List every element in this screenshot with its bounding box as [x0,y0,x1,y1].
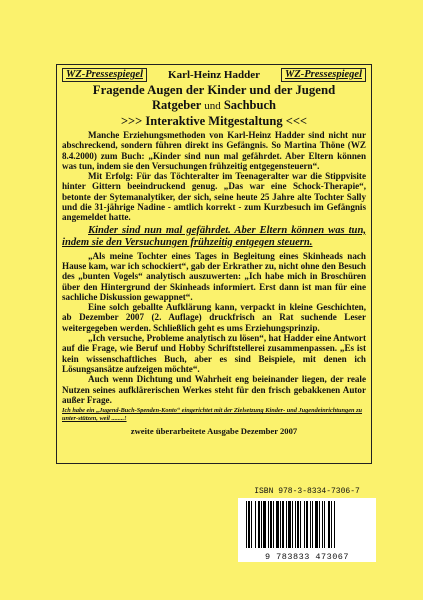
press-review-label-right: WZ-Pressespiegel [281,68,366,82]
edition-note: zweite überarbeitete Ausgabe Dezember 2007 [130,425,298,436]
back-cover-text-panel [56,64,372,464]
isbn-text: ISBN 978-3-8334-7306-7 [254,487,360,496]
barcode-area [238,487,376,572]
header-row [62,68,366,82]
barcode-digits: 9 783833 473067 [238,552,376,562]
paragraph-analysis: „Ich versuche, Probleme analytisch zu lösen“, hat Hadder eine Antwort auf die Frage, wie Beruf und Hobby Schriftstellerei zusammenpassen. „Es ist kein wissenschaftliches Buch, aber es sind Beispiele, mit denen ich Lösungsansätze aufzeigen möchte“. [62,333,366,374]
paragraph-intro: Manche Erziehungsmethoden von Karl-Heinz Hadder sind nicht nur abschreckend, sondern führen direkt ins Gefängnis. So Martina Thöne (WZ 8.4.2000) zum Buch: „Kinder sind nun mal gefährdet. Aber Eltern können was tun, indem sie den Versuchungen frühzeitig entgegensteuern“. [62,130,366,171]
paragraph-conclusion: Auch wenn Dichtung und Wahrheit eng beieinander liegen, der reale Nutzen seines aufklärerischen Werkes steht für den frisch gebakkenen Autor außer Frage. [62,374,366,405]
paragraph-success: Mit Erfolg: Für das Töchteralter im Teenageralter war die Stippvisite hinter Gittern beeindruckend genug. „Das war eine Schock-Therapie“, betonte der Sytemanalytiker, der sich, seine heute 25 Jahre alte Tochter Sally und die 31-jährige Nadine - amtlich korrekt - zum Kurzbesuch im Gefängnis angemeldet hatte. [62,171,366,223]
subtitle-part-1: Ratgeber [152,98,202,112]
barcode-bars-icon [238,498,376,552]
subtitle-und: und [204,100,221,112]
barcode [238,498,376,561]
book-subtitle [62,98,366,114]
author-name: Karl-Heinz Hadder [168,69,260,81]
donation-note: Ich habe ein „Jugend-Buch-Spenden-Konto“ eingerichtet mit der Zielsetzung Kinder- und Jugendeinrichtungen zu unter-stützen, weil ........! [62,407,363,422]
subtitle-part-2: Sachbuch [223,98,276,112]
paragraph-education: Eine solch geballte Aufklärung kann, verpackt in kleine Geschichten, ab Dezember 2007 (2. Auflage) druckfrisch an Rat suchende Leser weitergegeben werden. Schließlich geht es ums Erziehungsprinzip. [62,302,366,333]
press-review-label-left: WZ-Pressespiegel [62,68,147,82]
highlight-quote: Kinder sind nun mal gefährdet. Aber Eltern können was tun, indem sie den Versuchungen frühzeitig entgegen steuern. [62,224,366,248]
book-title: Fragende Augen der Kinder und der Jugend [92,83,336,97]
paragraph-skinhead: „Als meine Tochter eines Tages in Begleitung eines Skinheads nach Hause kam, war ich schockiert“, gab der Erkrather zu, nicht ohne den Besuch des „bunten Vogels“ analytisch auszuwerten: „Ich habe mich in Broschüren über den Hintergrund der Skinheads informiert. Erst dann ist man für eine sachliche Diskussion gewappnet“. [62,250,366,302]
tagline: >>> Interaktive Mitgestaltung <<< [120,114,308,128]
